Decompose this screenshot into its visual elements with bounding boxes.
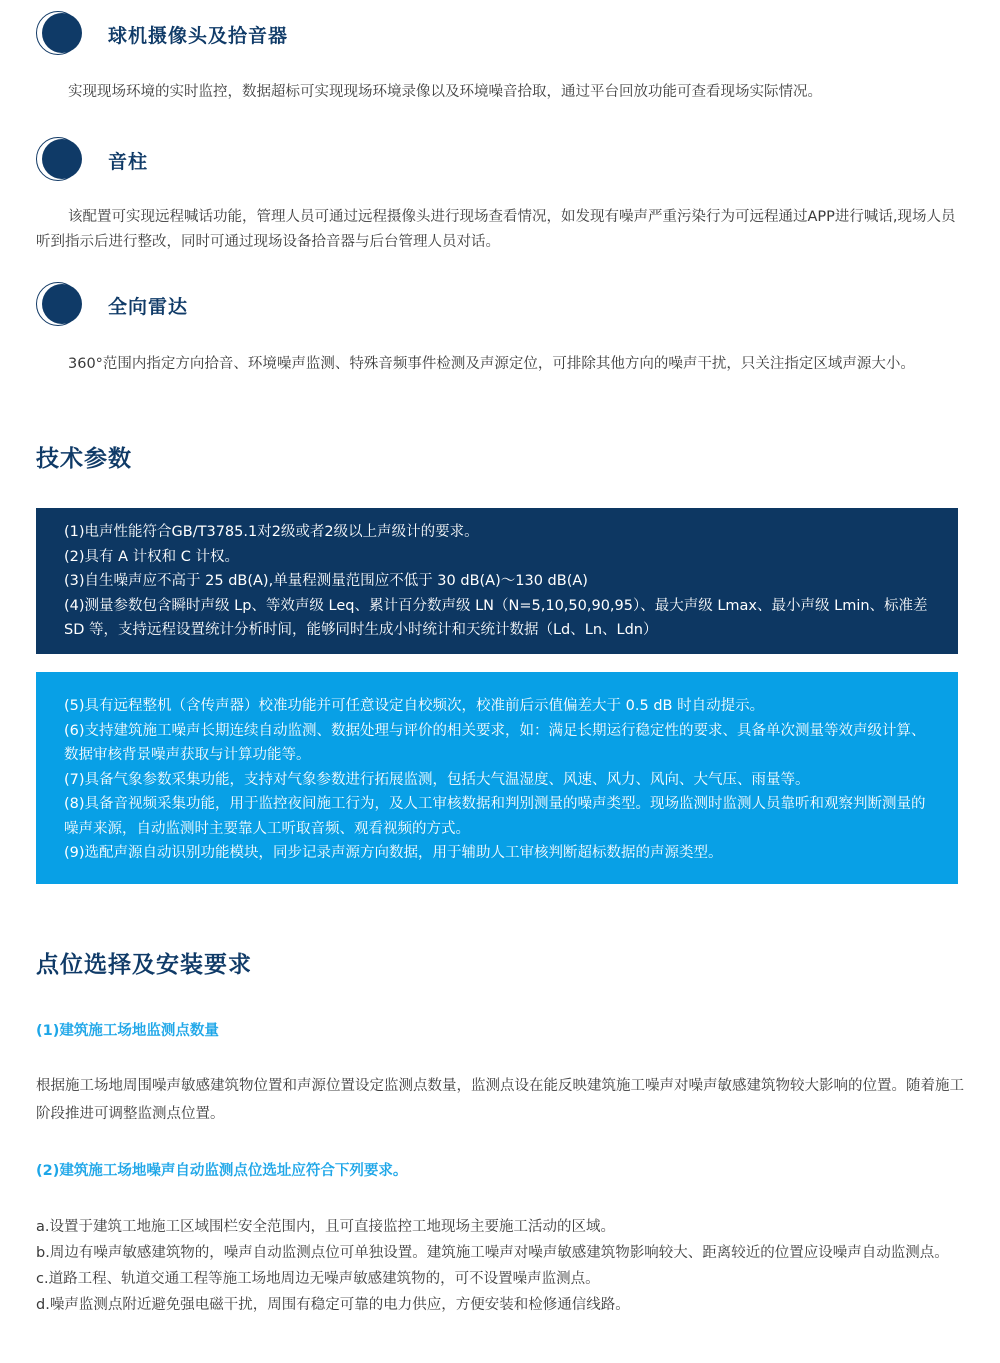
param-item: (4)测量参数包含瞬时声级 Lp、等效声级 Leq、累计百分数声级 LN（N=5,10,50,90,95）、最大声级 Lmax、最小声级 Lmin、标准差 SD 等，支持远程设置统计分析时间，能够同时生成小时统计和天统计数据（Ld、Ln、Ldn）: [64, 597, 928, 638]
feature-heading-speaker: [36, 138, 148, 182]
param-item: (2)具有 A 计权和 C 计权。: [64, 548, 240, 565]
param-item: (6)支持建筑施工噪声长期连续自动监测、数据处理与评价的相关要求，如：满足长期运行稳定性的要求、具备单次测量等效声级计算、数据审核背景噪声获取与计算功能等。: [64, 722, 926, 763]
feature-description: 360°范围内指定方向拾音、环境噪声监测、特殊音频事件检测及声源定位，可排除其他方向的噪声干扰，只关注指定区域声源大小。: [68, 356, 915, 372]
requirements-list: [36, 1214, 966, 1318]
list-item: d.噪声监测点附近避免强电磁干扰，周围有稳定可靠的电力供应，方便安装和检修通信线路。: [36, 1297, 630, 1313]
feature-title: 球机摄像头及拾音器: [108, 24, 289, 47]
feature-heading-radar: [36, 283, 188, 327]
ring-dot-icon: [36, 11, 82, 57]
ring-dot-icon: [36, 137, 82, 183]
list-item: b.周边有噪声敏感建筑物的，噪声自动监测点位可单独设置。建筑施工噪声对噪声敏感建筑物影响较大、距离较近的位置应设噪声自动监测点。: [36, 1245, 949, 1261]
feature-description: 该配置可实现远程喊话功能，管理人员可通过远程摄像头进行现场查看情况，如发现有噪声严重污染行为可远程通过APP进行喊话,现场人员听到指示后进行整改，同时可通过现场设备拾音器与后台管理人员对话。: [36, 209, 956, 250]
tech-params-panel-dark: [36, 508, 958, 654]
feature-title: 全向雷达: [108, 295, 189, 318]
param-item: (8)具备音视频采集功能，用于监控夜间施工行为，及人工审核数据和判别测量的噪声类型。现场监测时监测人员靠听和观察判断测量的噪声来源，自动监测时主要靠人工听取音频、观看视频的方式。: [64, 796, 926, 837]
list-item: a.设置于建筑工地施工区域围栏安全范围内，且可直接监控工地现场主要施工活动的区域。: [36, 1219, 615, 1235]
subsection-title-monitor-count: (1)建筑施工场地监测点数量: [36, 1023, 219, 1039]
subsection-title-site-requirements: (2)建筑施工场地噪声自动监测点位选址应符合下列要求。: [36, 1163, 408, 1179]
param-item: (9)选配声源自动识别功能模块，同步记录声源方向数据，用于辅助人工审核判断超标数据的声源类型。: [64, 845, 723, 861]
tech-params-panel-light: [36, 672, 958, 884]
subsection-text-monitor-count: 根据施工场地周围噪声敏感建筑物位置和声源位置设定监测点数量，监测点设在能反映建筑施工噪声对噪声敏感建筑物较大影响的位置。随着施工阶段推进可调整监测点位置。: [36, 1078, 964, 1122]
param-item: (3)自生噪声应不高于 25 dB(A),单量程测量范围应不低于 30 dB(A)～130 dB(A): [64, 573, 588, 589]
ring-dot-icon: [36, 282, 82, 328]
param-item: (1)电声性能符合GB/T3785.1对2级或者2级以上声级计的要求。: [64, 524, 479, 540]
section-title-tech-params: 技术参数: [36, 446, 132, 472]
feature-description: 实现现场环境的实时监控，数据超标可实现现场环境录像以及环境噪音拾取，通过平台回放功能可查看现场实际情况。: [68, 84, 822, 100]
list-item: c.道路工程、轨道交通工程等施工场地周边无噪声敏感建筑物的，可不设置噪声监测点。: [36, 1271, 600, 1287]
feature-title: 音柱: [108, 150, 149, 173]
param-item: (7)具备气象参数采集功能，支持对气象参数进行拓展监测，包括大气温湿度、风速、风力、风向、大气压、雨量等。: [64, 771, 810, 788]
feature-heading-camera: [36, 12, 288, 56]
section-title-installation: 点位选择及安装要求: [36, 952, 252, 978]
param-item: (5)具有远程整机（含传声器）校准功能并可任意设定自校频次，校准前后示值偏差大于 0.5 dB 时自动提示。: [64, 698, 765, 714]
